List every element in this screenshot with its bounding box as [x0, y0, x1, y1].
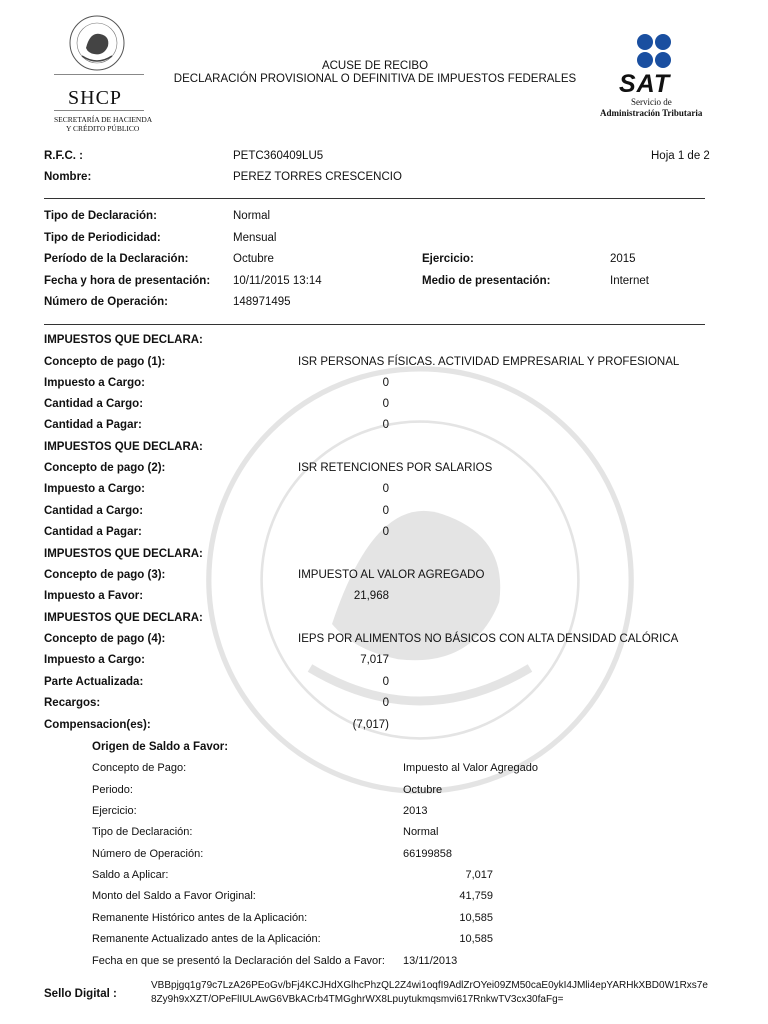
sello-label: Sello Digital :	[44, 988, 117, 1000]
name-label: Nombre:	[44, 171, 92, 183]
origen-saldo-label: Saldo a Aplicar:	[92, 869, 169, 881]
periodicidad-label: Tipo de Periodicidad:	[44, 232, 161, 244]
periodo-label: Período de la Declaración:	[44, 253, 189, 265]
divider-2	[44, 324, 705, 325]
concepto-4-label: Concepto de pago (4):	[44, 633, 166, 645]
origen-ejercicio-label: Ejercicio:	[92, 805, 137, 817]
section-impuestos-1: IMPUESTOS QUE DECLARA:	[44, 334, 203, 346]
c4-compensacion-label: Compensacion(es):	[44, 719, 151, 731]
c4-impuesto-label: Impuesto a Cargo:	[44, 654, 145, 666]
tipo-declaracion-value: Normal	[233, 210, 271, 222]
medio-label: Medio de presentación:	[422, 275, 551, 287]
ejercicio-label: Ejercicio:	[422, 253, 474, 265]
c2-impuesto-label: Impuesto a Cargo:	[44, 483, 145, 495]
document-title: ACUSE DE RECIBO	[321, 60, 429, 72]
shcp-eagle-emblem-icon	[68, 12, 126, 74]
shcp-subtitle-2: Y CRÉDITO PÚBLICO	[66, 124, 140, 133]
concepto-3-value: IMPUESTO AL VALOR AGREGADO	[298, 569, 485, 581]
origen-tipo-label: Tipo de Declaración:	[92, 826, 193, 838]
origen-fecha-value: 13/11/2013	[403, 955, 458, 967]
c4-recargos-value: 0	[382, 697, 389, 709]
origen-fecha-label: Fecha en que se presentó la Declaración del Saldo a Favor:	[92, 955, 385, 967]
concepto-4-value: IEPS POR ALIMENTOS NO BÁSICOS CON ALTA DENSIDAD CALÓRICA	[298, 633, 679, 645]
origen-rem-act-value: 10,585	[459, 933, 493, 945]
sat-dots-logo-icon	[636, 33, 672, 69]
c1-cantidad-label: Cantidad a Cargo:	[44, 398, 144, 410]
fecha-value: 10/11/2015 13:14	[233, 275, 322, 287]
operacion-value: 148971495	[233, 296, 291, 308]
c1-impuesto-label: Impuesto a Cargo:	[44, 377, 145, 389]
sat-subtitle-1: Servicio de	[631, 97, 672, 107]
c3-favor-label: Impuesto a Favor:	[44, 590, 144, 602]
c1-impuesto-value: 0	[382, 377, 389, 389]
c4-parte-value: 0	[382, 676, 389, 688]
c2-pagar-value: 0	[382, 526, 389, 538]
concepto-1-label: Concepto de pago (1):	[44, 356, 166, 368]
concepto-3-label: Concepto de pago (3):	[44, 569, 166, 581]
shcp-name: SHCP	[68, 87, 123, 109]
origen-rem-hist-label: Remanente Histórico antes de la Aplicación:	[92, 912, 308, 924]
c2-cantidad-label: Cantidad a Cargo:	[44, 505, 144, 517]
origen-ejercicio-value: 2013	[403, 805, 428, 817]
ejercicio-value: 2015	[610, 253, 636, 265]
origen-title: Origen de Saldo a Favor:	[92, 741, 229, 753]
section-impuestos-3: IMPUESTOS QUE DECLARA:	[44, 548, 203, 560]
sello-line-2: 8Zy9h9xXZT/OPeFlIULAwG6VBkACrb4TMGghrWX8Lpuytukmqsmvi617RnkwTV3cx30faFg=	[151, 994, 564, 1005]
c1-pagar-label: Cantidad a Pagar:	[44, 419, 142, 431]
origen-saldo-value: 7,017	[465, 869, 493, 881]
origen-operacion-label: Número de Operación:	[92, 848, 204, 860]
c1-pagar-value: 0	[382, 419, 389, 431]
origen-rem-hist-value: 10,585	[459, 912, 493, 924]
shcp-divider	[54, 74, 144, 75]
fecha-label: Fecha y hora de presentación:	[44, 275, 211, 287]
name-value: PEREZ TORRES CRESCENCIO	[233, 171, 402, 183]
section-impuestos-4: IMPUESTOS QUE DECLARA:	[44, 612, 203, 624]
periodo-value: Octubre	[233, 253, 274, 265]
tipo-declaracion-label: Tipo de Declaración:	[44, 210, 157, 222]
concepto-2-label: Concepto de pago (2):	[44, 462, 166, 474]
page-number: Hoja 1 de 2	[651, 150, 710, 162]
c2-impuesto-value: 0	[382, 483, 389, 495]
origen-operacion-value: 66199858	[403, 848, 452, 860]
c2-cantidad-value: 0	[382, 505, 389, 517]
origen-tipo-value: Normal	[403, 826, 439, 838]
origen-rem-act-label: Remanente Actualizado antes de la Aplicación:	[92, 933, 321, 945]
origen-periodo-value: Octubre	[403, 784, 443, 796]
rfc-label: R.F.C. :	[44, 150, 83, 162]
sat-name: SAT	[619, 70, 671, 98]
origen-monto-value: 41,759	[459, 890, 493, 902]
origen-concepto-label: Concepto de Pago:	[92, 762, 187, 774]
c4-compensacion-value: (7,017)	[352, 719, 389, 731]
origen-periodo-label: Periodo:	[92, 784, 133, 796]
sat-subtitle-2: Administración Tributaria	[600, 108, 703, 118]
rfc-value: PETC360409LU5	[233, 150, 324, 162]
origen-concepto-value: Impuesto al Valor Agregado	[403, 762, 538, 774]
periodicidad-value: Mensual	[233, 232, 277, 244]
section-impuestos-2: IMPUESTOS QUE DECLARA:	[44, 441, 203, 453]
shcp-divider-2	[54, 110, 144, 111]
medio-value: Internet	[610, 275, 649, 287]
document-subtitle: DECLARACIÓN PROVISIONAL O DEFINITIVA DE IMPUESTOS FEDERALES	[173, 73, 577, 85]
c2-pagar-label: Cantidad a Pagar:	[44, 526, 142, 538]
c3-favor-value: 21,968	[353, 590, 389, 602]
c4-parte-label: Parte Actualizada:	[44, 676, 144, 688]
operacion-label: Número de Operación:	[44, 296, 168, 308]
concepto-2-value: ISR RETENCIONES POR SALARIOS	[298, 462, 493, 474]
origen-monto-label: Monto del Saldo a Favor Original:	[92, 890, 256, 902]
c4-recargos-label: Recargos:	[44, 697, 101, 709]
c1-cantidad-value: 0	[382, 398, 389, 410]
sello-line-1: VBBpjgq1g79c7LzA26PEoGv/bFj4KCJHdXGlhcPhzQL2Z4wi1oqfI9AdlZrOYei09ZM50caE0ykI4JMli4epYARHkXBD0W1Rxs7e	[151, 980, 708, 991]
shcp-subtitle-1: SECRETARÍA DE HACIENDA	[54, 115, 153, 124]
divider-1	[44, 198, 705, 199]
concepto-1-value: ISR PERSONAS FÍSICAS. ACTIVIDAD EMPRESARIAL Y PROFESIONAL	[298, 356, 680, 368]
c4-impuesto-value: 7,017	[360, 654, 389, 666]
